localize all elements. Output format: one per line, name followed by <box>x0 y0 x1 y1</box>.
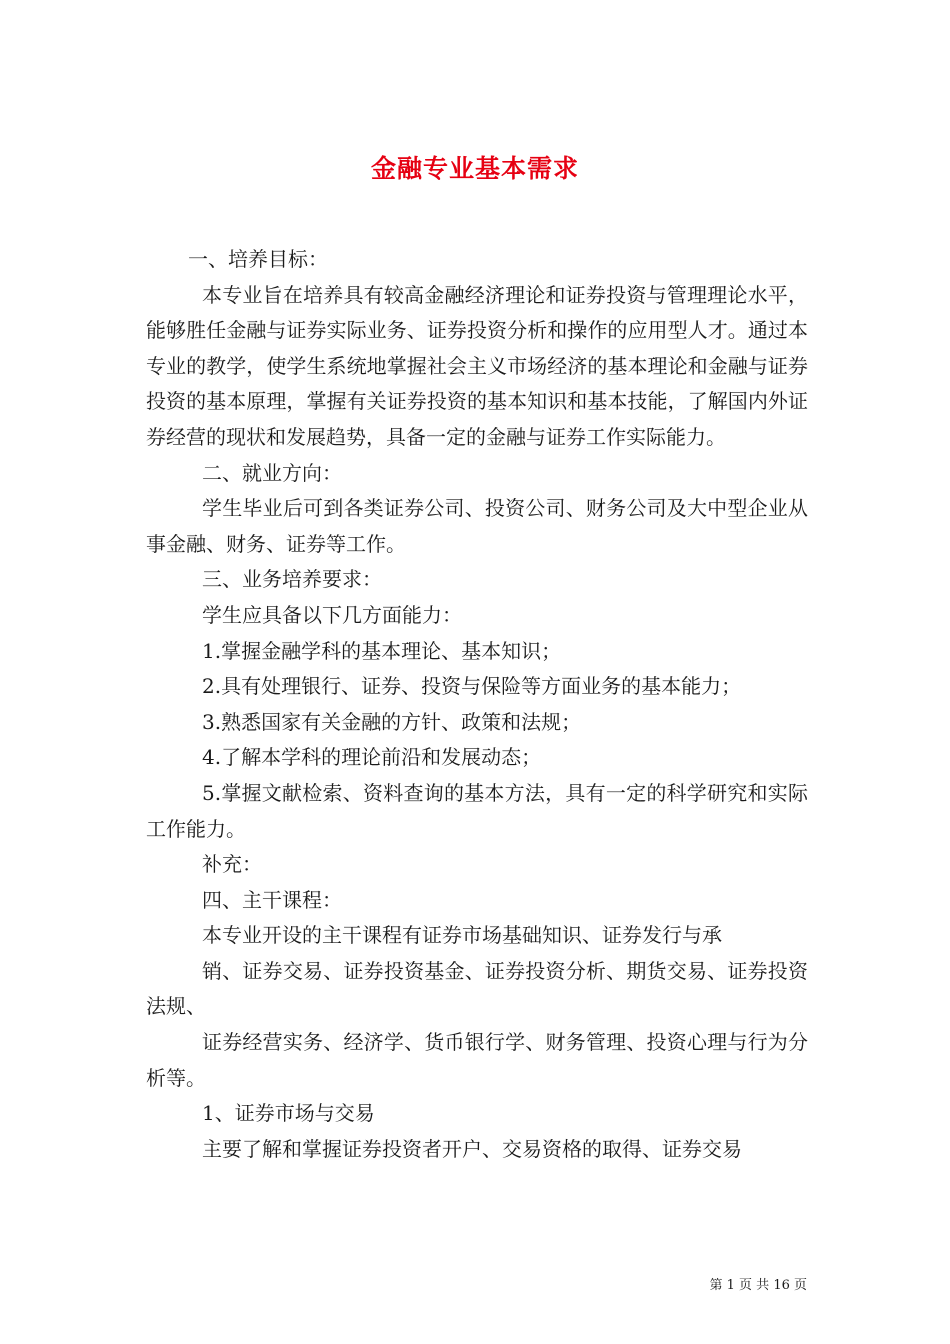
paragraph-supplement: 补充： <box>202 852 262 877</box>
paragraph-employment: 学生毕业后可到各类证券公司、投资公司、财务公司及大中型企业从事金融、财务、证券等工作。 <box>146 496 808 556</box>
page-number: 第 1 页 共 16 页 <box>709 1278 807 1293</box>
paragraph-core-courses-3: 证券经营实务、经济学、货币银行学、财务管理、投资心理与行为分析等。 <box>146 1030 808 1090</box>
document-title: 金融专业基本需求 <box>370 153 579 183</box>
section-heading-training-goals: 一、培养目标： <box>188 247 328 271</box>
list-item: 4.了解本学科的理论前沿和发展动态； <box>202 745 542 770</box>
list-item: 1.掌握金融学科的基本理论、基本知识； <box>202 638 562 663</box>
list-item: 2.具有处理银行、证券、投资与保险等方面业务的基本能力； <box>202 674 742 699</box>
paragraph-requirements-intro: 学生应具备以下几方面能力： <box>202 602 462 627</box>
section-heading-employment: 二、就业方向： <box>202 460 342 485</box>
paragraph-core-courses-2: 销、证券交易、证券投资基金、证券投资分析、期货交易、证券投资法规、 <box>146 958 808 1019</box>
paragraph-core-courses-1: 本专业开设的主干课程有证券市场基础知识、证券发行与承 <box>202 923 722 948</box>
paragraph-training-goals: 本专业旨在培养具有较高金融经济理论和证券投资与管理理论水平，能够胜任金融与证券实际业务、证券投资分析和操作的应用型人才。通过本专业的教学，使学生系统地掌握社会主义市场经济的基本理论和金融与证券投资的基本原理，掌握有关证券投资的基本知识和基本技能，了解国内外证券经营的现状和发展趋势，具备一定的金融与证券工作实际能力。 <box>146 282 808 449</box>
section-heading-core-courses: 四、主干课程： <box>202 887 342 912</box>
list-item: 3.熟悉国家有关金融的方针、政策和法规； <box>202 709 582 734</box>
list-item: 5.掌握文献检索、资料查询的基本方法，具有一定的科学研究和实际工作能力。 <box>146 780 808 841</box>
section-heading-requirements: 三、业务培养要求： <box>202 567 382 592</box>
paragraph-securities-market: 主要了解和掌握证券投资者开户、交易资格的取得、证券交易 <box>202 1136 742 1161</box>
subsection-heading-securities-market: 1、证券市场与交易 <box>202 1101 375 1126</box>
document-body <box>146 242 808 1167</box>
